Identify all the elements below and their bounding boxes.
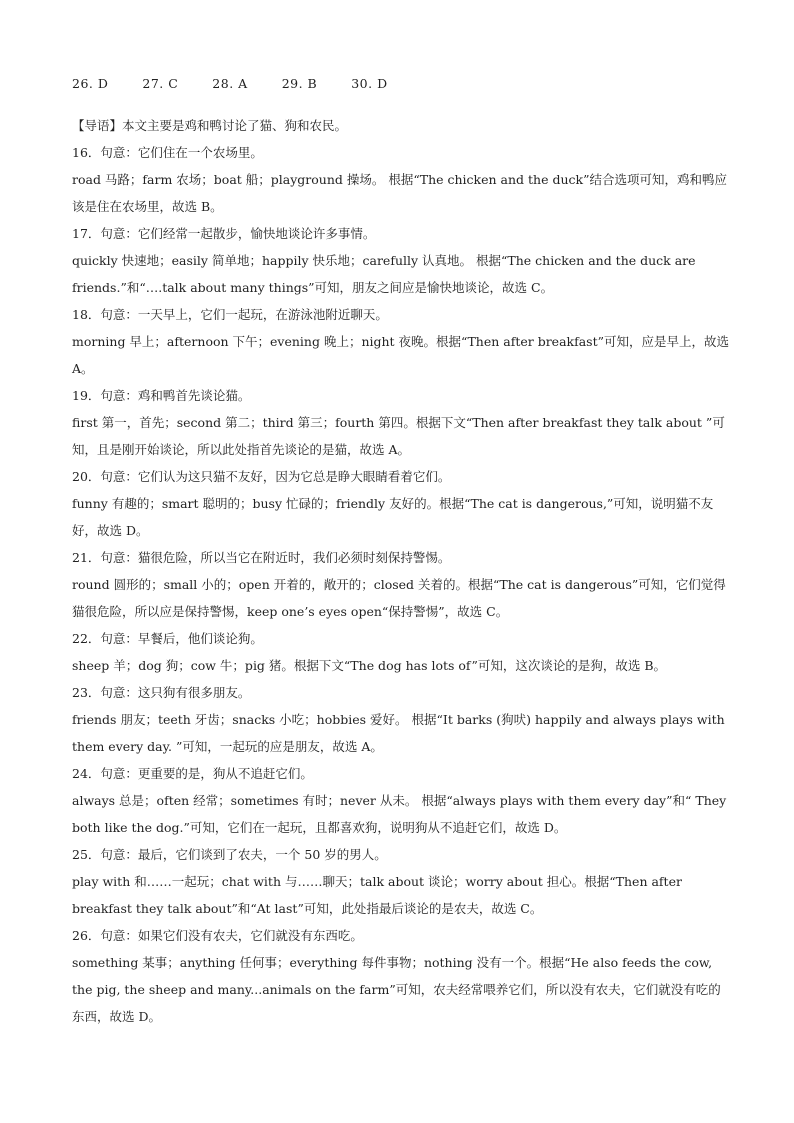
question-21-explanation: round 圆形的；small 小的；open 开着的，敞开的；closed 关着的。根据“The cat is dangerous”可知，它们觉得猫很危险，所以应是保持警惕，keep one’s eyes open“保持警惕”，故选 C。 bbox=[72, 577, 726, 619]
question-18-explanation: morning 早上；afternoon 下午；evening 晚上；night 夜晚。根据“Then after breakfast”可知，应是早上，故选 A。 bbox=[72, 334, 730, 376]
question-26-explanation: something 某事；anything 任何事；everything 每件事物；nothing 没有一个。根据“He also feeds the cow, the pig, the sheep and many...animals on the farm”可知，农夫经常喂养它们，所以没有农夫，它们就没有吃的东西，故选 D。 bbox=[72, 955, 721, 1024]
answer-26: 26. D bbox=[72, 76, 109, 91]
question-25-meaning: 25．句意：最后，它们谈到了农夫，一个 50 岁的男人。 bbox=[72, 847, 387, 862]
question-24-meaning: 24．句意：更重要的是，狗从不追赶它们。 bbox=[72, 766, 313, 781]
question-17-meaning: 17．句意：它们经常一起散步，愉快地谈论许多事情。 bbox=[72, 226, 376, 241]
question-24-explanation: always 总是；often 经常；sometimes 有时；never 从未。 根据“always plays with them every day”和“ They both like the dog.”可知，它们在一起玩，且都喜欢狗，说明狗从不追赶它们，故选 D。 bbox=[72, 793, 727, 835]
answer-key-row bbox=[72, 70, 732, 97]
question-21-meaning: 21．句意：猫很危险，所以当它在附近时，我们必须时刻保持警惕。 bbox=[72, 550, 451, 565]
question-26-meaning: 26．句意：如果它们没有农夫，它们就没有东西吃。 bbox=[72, 928, 363, 943]
question-22-meaning: 22．句意：早餐后，他们谈论狗。 bbox=[72, 631, 263, 646]
answer-28: 28. A bbox=[212, 76, 248, 91]
question-18-meaning: 18．句意：一天早上，它们一起玩，在游泳池附近聊天。 bbox=[72, 307, 388, 322]
explanations-list bbox=[72, 139, 732, 1030]
question-22-explanation: sheep 羊；dog 狗；cow 牛；pig 猪。根据下文“The dog has lots of”可知，这次谈论的是狗，故选 B。 bbox=[72, 658, 667, 673]
document-page bbox=[72, 70, 732, 1030]
answer-27: 27. C bbox=[142, 76, 179, 91]
question-23-meaning: 23．句意：这只狗有很多朋友。 bbox=[72, 685, 251, 700]
intro-text: 【导语】本文主要是鸡和鸭讨论了猫、狗和农民。 bbox=[72, 118, 348, 133]
answer-29: 29. B bbox=[281, 76, 318, 91]
question-17-explanation: quickly 快速地；easily 简单地；happily 快乐地；carefully 认真地。 根据“The chicken and the duck are friends.”和“….talk about many things”可知，朋友之间应是愉快地谈论，故选 C。 bbox=[72, 253, 696, 295]
question-23-explanation: friends 朋友；teeth 牙齿；snacks 小吃；hobbies 爱好。 根据“It barks (狗吠) happily and always plays with them every day. ”可知，一起玩的应是朋友，故选 A。 bbox=[72, 712, 725, 754]
question-16-explanation: road 马路；farm 农场；boat 船；playground 操场。 根据“The chicken and the duck”结合选项可知，鸡和鸭应该是住在农场里，故选 B。 bbox=[72, 172, 727, 214]
answer-30: 30. D bbox=[351, 76, 388, 91]
question-19-explanation: first 第一，首先；second 第二；third 第三；fourth 第四。根据下文“Then after breakfast they talk about ”可知，且是刚开始谈论，所以此处指首先谈论的是猫，故选 A。 bbox=[72, 415, 725, 457]
question-16-meaning: 16．句意：它们住在一个农场里。 bbox=[72, 145, 263, 160]
question-20-explanation: funny 有趣的；smart 聪明的；busy 忙碌的；friendly 友好的。根据“The cat is dangerous,”可知，说明猫不友好，故选 D。 bbox=[72, 496, 714, 538]
question-25-explanation: play with 和……一起玩；chat with 与……聊天；talk about 谈论；worry about 担心。根据“Then after breakfast they talk about”和“At last”可知，此处指最后谈论的是农夫，故选 C。 bbox=[72, 874, 682, 916]
question-19-meaning: 19．句意：鸡和鸭首先谈论猫。 bbox=[72, 388, 251, 403]
question-20-meaning: 20．句意：它们认为这只猫不友好，因为它总是睁大眼睛看着它们。 bbox=[72, 469, 451, 484]
